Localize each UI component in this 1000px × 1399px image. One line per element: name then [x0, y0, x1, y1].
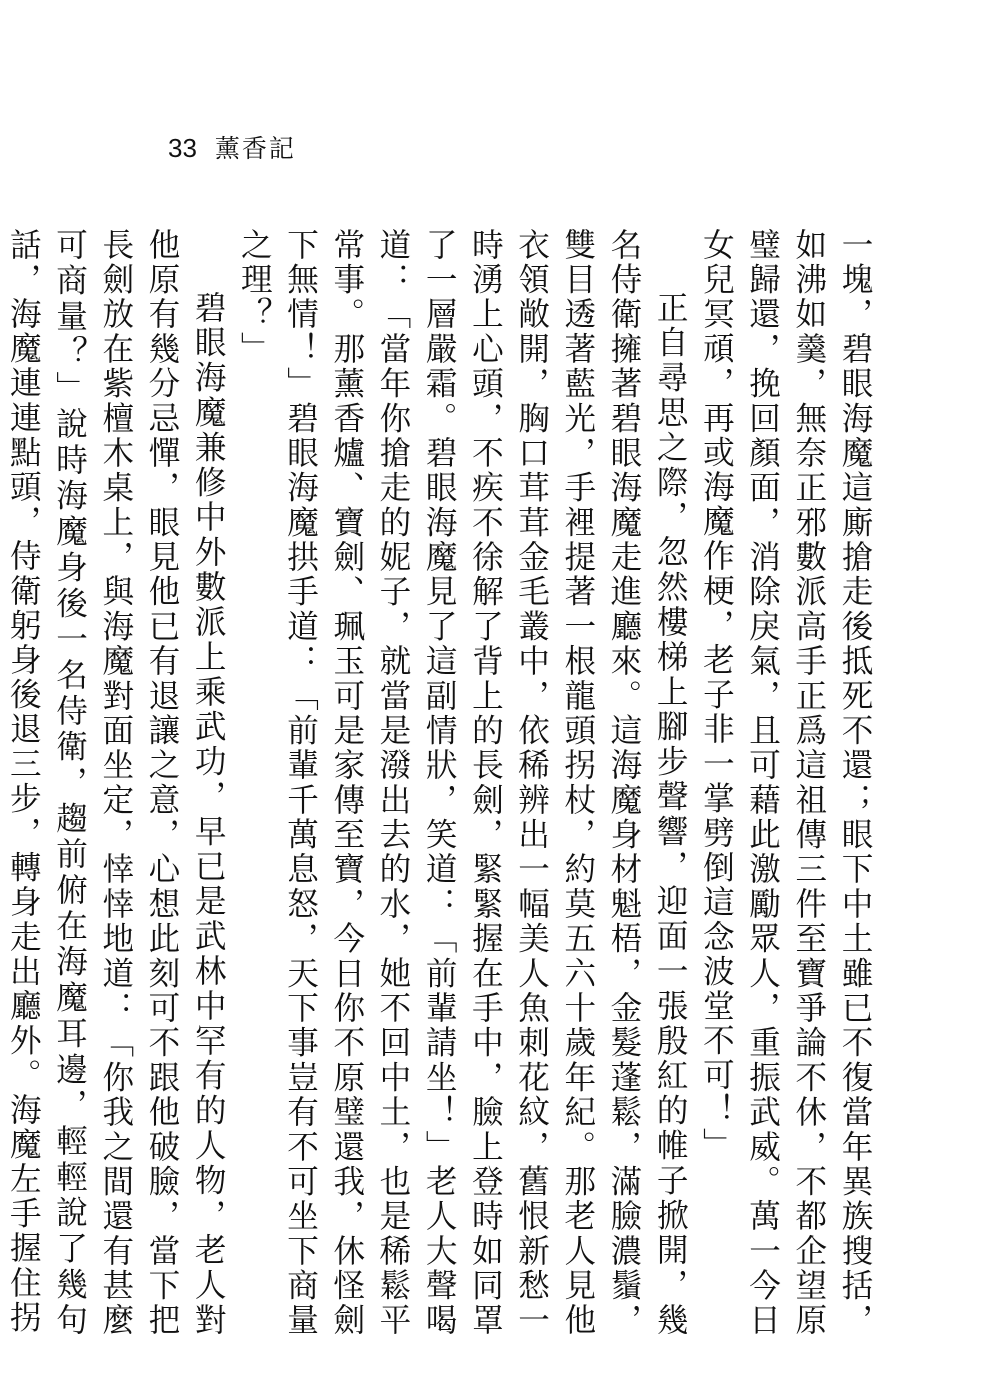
page-number: 33 [168, 133, 197, 163]
paragraph-2: 正自尋思之際，忽然樓梯上腳步聲響，迎面一張殷紅的帷子掀開，幾名侍衛擁著碧眼海魔走進廳來。這海魔身材魁梧，金髮蓬鬆，滿臉濃鬚，雙目透著藍光，手裡提著一根龍頭拐杖，約莫五六十歲年紀。那老人見他衣領敞開，胸口茸茸金毛叢中，依稀辨出一幅美人魚刺花紋，舊恨新愁一時湧上心頭，不疾不徐解了背上的長劍，緊緊握在手中，臉上登時如同罩了一層嚴霜。碧眼海魔見了這副情狀，笑道：「前輩請坐！」老人大聲喝道：「當年你搶走的妮子，就當是潑出去的水，她不回中土，也是稀鬆平常事。那薰香爐、寶劍、珮玉可是家傳至寶，今日你不原璧還我，休怪劍下無情！」碧眼海魔拱手道：「前輩千萬息怒，天下事豈有不可坐下商量之理？」 [236, 228, 689, 1338]
text-body [5, 228, 878, 1338]
page-header [168, 128, 296, 168]
book-title: 薰香記 [214, 133, 296, 163]
paragraph-1: 一塊，碧眼海魔這廝搶走後抵死不還；眼下中土雖已不復當年異族搜括，如沸如羹，無奈正邪數派高手正爲這祖傳三件至寶爭論不休，不都企望原璧歸還，挽回顏面，消除戾氣，且可藉此激勵眾人，重振武威。萬一今日女兒冥頑，再或海魔作梗，老子非一掌劈倒這念波堂不可！」 [698, 228, 873, 1338]
paragraph-3: 碧眼海魔兼修中外數派上乘武功，早已是武林中罕有的人物，老人對他原有幾分忌憚，眼見他已有退讓之意，心想此刻可不跟他破臉，當下把長劍放在紫檀木桌上，與海魔對面坐定，悻悻地道：「你我之間還有甚麼可商量？」說時海魔身後一名侍衛，趨前俯在海魔耳邊，輕輕說了幾句話，海魔連連點頭，侍衛躬身後退三步，轉身走出廳外。海魔左手握住拐 [5, 228, 227, 1338]
